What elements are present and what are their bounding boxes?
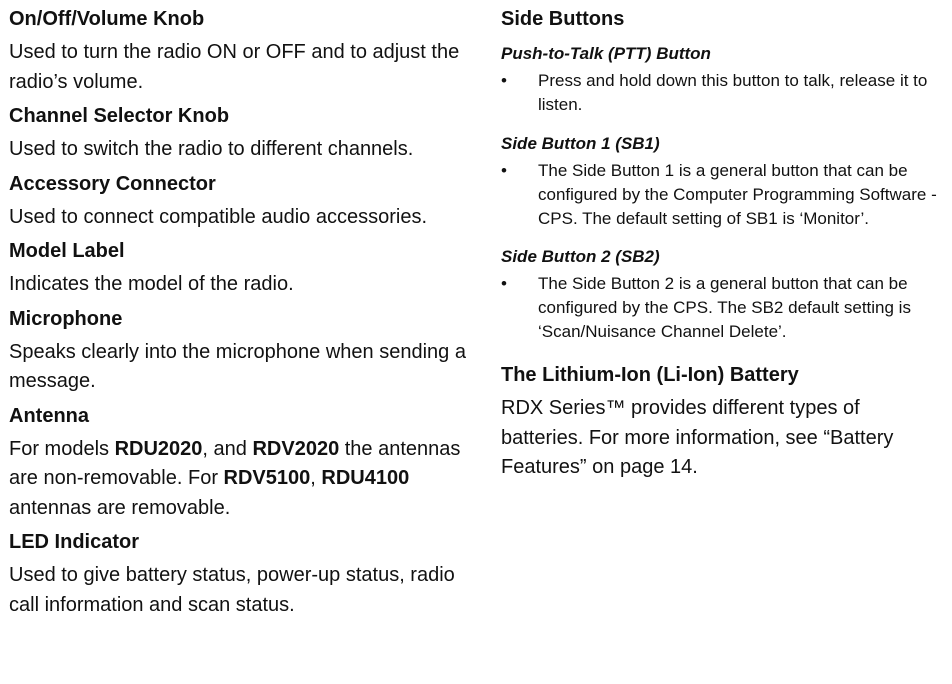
text-led-indicator: Used to give battery status, power-up status, radio call information and scan status.	[9, 564, 455, 616]
antenna-text-4: ,	[310, 467, 322, 489]
text-model-label: Indicates the model of the radio.	[9, 273, 294, 295]
bullet-dot: •	[501, 274, 507, 293]
antenna-text-5: antennas are removable.	[9, 496, 231, 519]
heading-battery: The Lithium-Ion (Li-Ion) Battery	[501, 364, 799, 386]
heading-antenna: Antenna	[9, 404, 89, 427]
antenna-text-2: , and	[202, 437, 253, 460]
bullet-sb1-text: The Side Button 1 is a general button that can be configured by the Computer Programming Software - CPS. The default setting of SB1 is ‘Monitor’.	[538, 161, 937, 228]
right-column	[501, 0, 946, 483]
text-microphone: Speaks clearly into the microphone when sending a message.	[9, 340, 466, 392]
bullet-ptt	[501, 69, 946, 117]
bullet-dot: •	[501, 71, 507, 90]
heading-microphone: Microphone	[9, 307, 123, 330]
model-rdv5100: RDV5100	[223, 467, 311, 489]
subheading-sb1: Side Button 1 (SB1)	[501, 134, 660, 153]
heading-accessory-connector: Accessory Connector	[9, 172, 216, 195]
heading-channel-selector-knob: Channel Selector Knob	[9, 105, 230, 127]
antenna-text-1: For models	[9, 437, 115, 460]
heading-on-off-volume-knob: On/Off/Volume Knob	[9, 8, 205, 30]
text-on-off-volume-knob: Used to turn the radio ON or OFF and to adjust the radio’s volume.	[9, 41, 460, 93]
bullet-ptt-text: Press and hold down this button to talk, release it to listen.	[538, 71, 928, 114]
bullet-sb2	[501, 272, 946, 344]
text-battery: RDX Series™ provides different types of batteries. For more information, see “Battery Features” on page 14.	[501, 397, 894, 478]
heading-side-buttons: Side Buttons	[501, 8, 625, 30]
model-rdu4100: RDU4100	[321, 467, 410, 489]
bullet-dot: •	[501, 161, 507, 180]
bullet-sb2-text: The Side Button 2 is a general button that can be configured by the CPS. The SB2 default setting is ‘Scan/Nuisance Channel Delete’.	[538, 274, 911, 341]
text-accessory-connector: Used to connect compatible audio accessories.	[9, 205, 428, 228]
antenna-text-3: the antennas are non-removable. For	[9, 437, 461, 489]
bullet-sb1	[501, 159, 946, 231]
subheading-sb2: Side Button 2 (SB2)	[501, 247, 660, 266]
heading-model-label: Model Label	[9, 240, 125, 262]
text-antenna	[9, 435, 479, 524]
left-column	[9, 0, 479, 620]
heading-led-indicator: LED Indicator	[9, 531, 140, 553]
model-rdu2020: RDU2020	[114, 437, 203, 460]
model-rdv2020: RDV2020	[252, 437, 340, 460]
subheading-ptt: Push-to-Talk (PTT) Button	[501, 44, 711, 63]
text-channel-selector-knob: Used to switch the radio to different channels.	[9, 138, 414, 160]
